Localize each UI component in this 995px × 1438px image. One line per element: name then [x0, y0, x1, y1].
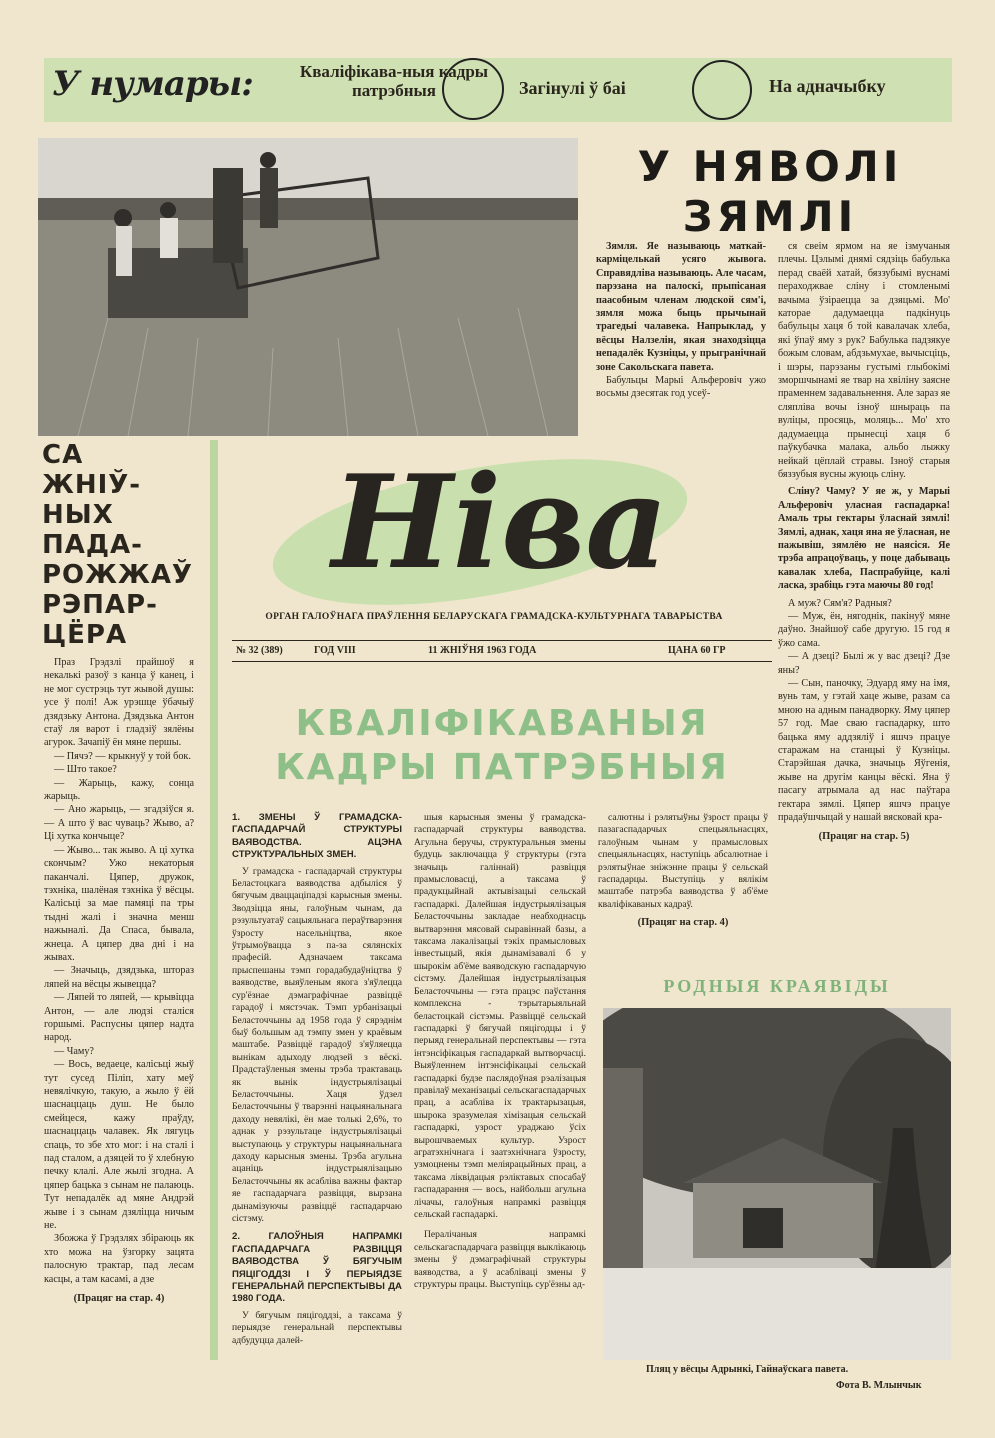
main-paragraph: У бягучым пяцігоддзі, а таксама ў перыядзе генеральнай перспектывы адбудуцца далей- [232, 1309, 402, 1346]
circle-ornament-icon [692, 60, 752, 120]
harvester-paragraph: — Жарыць, кажу, сонца жарыць. [44, 777, 194, 803]
publisher-line: ОРГАН ГАЛОЎНАГА ПРАЎЛЕННЯ БЕЛАРУСКАГА ГРАМАДСКА-КУЛЬТУРНАГА ТАВАРЫСТВА [265, 612, 723, 622]
main-article-col1 [232, 812, 402, 1347]
issue-year: ГОД VIII [314, 645, 356, 656]
photo-credit: Фота В. Млынчык [836, 1380, 922, 1391]
harvester-paragraph: — Ляпей то ляпей, — крывіцца Антон, — але людзі сталіся горшымі. Распусны цяпер надта народ. [44, 992, 194, 1044]
main-section-heading: 2. ГАЛОЎНЫЯ НАПРАМКІ ГАСПАДАРЧАГА РАЗВІЦЦЯ ВАЯВОДСТВА Ў БЯГУЧЫМ ПЯЦІГОДДЗІ І Ў ПЕРЫЯДЗЕ ГЕНЕРАЛЬНАЙ ПЕРСПЕКТЫВЫ ДА 1980 ГОДА. [232, 1231, 402, 1305]
banner-item-qualified-staff[interactable]: Кваліфікава-ныя кадры патрэбныя [299, 62, 489, 100]
land-paragraph: — Сын, паночку, Эдуард яму на імя, вунь там, у гэтай хаце жыве, разам са мною на адным панадворку. Яму цяпер 57 год. Мае сваю гаспадарку, што бацька яму аддзяліў і яшчэ працуе старажам на станцыі ў Кузніцы. Старэйшая дачка, значыць Яўгенія, жыве на другім канцы вёскі. Яна ў пасагу атрымала ад нас паўтара гектара зямлі. Цяпер яшчэ працуе прадаўшчыцай у нашай вясковай кра- [778, 678, 950, 824]
main-article-col3 [598, 812, 768, 930]
village-photo [603, 1008, 951, 1360]
land-continued-link[interactable]: (Працяг на стар. 5) [818, 831, 910, 843]
harvester-headline: СА ЖНІЎ-НЫХ ПАДА-РОЖЖАЎ РЭПАР-ЦЁРА [42, 440, 193, 650]
issue-price: ЦАНА 60 ГР [668, 645, 726, 656]
main-headline: КВАЛІФІКАВАНЫЯ КАДРЫ ПАТРЭБНЫЯ [275, 703, 729, 788]
harvester-paragraph: Праз Грэдзлі прайшоў я некалькі разоў з канца ў канец, і не мог сустрэць тут жывой душы: усе ў полі! Аж урэшце ўбачыў дзядзьку Антона. Дзядзька Антон стаў ля варот і гладзіў зялёны агурок. Зачапіў ён мяне першы. [44, 657, 194, 749]
main-paragraph: салютны і рэлятыўны ўзрост працы ў пазагаспадарчых спецыяльнасцях, галоўным чынам у прамысловых спецыяльнасцях, наступіць абсалютнае і рэлятыўнае зніжэнне працы ў сельскай гаспадарцы. Выступіць у вялікім маштабе патрэба ваяводства ў аб'ёме кваліфікаваных кадраў. [598, 812, 768, 910]
land-paragraph: — Муж, ён, нягоднік, пакінуў мяне даўно. Знайшоў сабе другую. 15 год я ўжо сама. [778, 610, 950, 649]
land-paragraph: Сліну? Чаму? У яе ж, у Марыі Альферовіч уласная гаспадарка! Амаль тры гектары ўласнай зямлі! Зямлі, аднак, хаця яна яе ўласная, не пажывіш, зямлёю не наясіся. Яе трэба апрацоўваць, у поце дабываць кавалак хлеба, Паспрабуйце, калі ласка, зрабіць гэта маючы 80 год! [778, 486, 950, 592]
masthead-green-rule [210, 440, 218, 1360]
main-paragraph: шыя карысныя змены ў грамадска-гаспадарчай структуры ваяводства. Агульна беручы, структуральныя змены будуць заключацца ў структуры (гэта значыць галіннай) развіцця прамысловасці, а таксама ў прадукцыйнай актывізацыі сельскай гаспадаркі. Далейшая індустрыялізацыя Беласточчыны закладае неабходнасць вытварэння мясовай сыравіннай базы, а таксама лакалізацыі тэкіх прамысловых інвестыцый, якія дынамізавалі б у шырокім аб'ёме ваяводскую гаспадарчую сістэму. Далейшая індустрыялізацыя Беласточчыны — гэта працэс паўстання комплексна - тэрытарыяльнай беластоцкай сістэмы. Развіццё сельскай гаспадаркі ў бягучай пяцігодцы і ў перыяд генеральнай перспектывы — гэта інтэнсіфікацыя гаспадаркай вытворчасці. Выяўленнем інтэнсіфікацыі сельскай гаспадаркі будзе паслядоўная рэалізацыя правілаў механізацыі сельскагаспадарчых прац, а асабліва іх трактарызацыя, шырока зразумелая хімізацыя сельскай гаспадаркі, узрост ураджаю ўсіх вырошчваемых культур. Узрост агратэхнічнага і заатэхнічнага ўзросту, узмоцнены тэмп меліярацыйных прац, а таксама ліквідацыя рэліктавых спосабаў гаспадарання — вось, найбольш агульна лічачы, галоўныя напрамкі развіцця сельскай гаспадаркі. [414, 812, 586, 1220]
harvester-paragraph: — Жыво... так жыво. А ці хутка скончым? Ужо некаторыя паканчалі. Цяпер, дружок, тэхніка, шалёная тэхніка ў вёсцы. Калісьці за мае памяці па тры тыдні жалі і значна менш нажыналі. Да Спаса, бывала, жнеца. А цяпер два дні і на жывах. [44, 844, 194, 963]
circle-ornament-icon [442, 58, 504, 120]
issue-info-bar [232, 640, 772, 662]
main-article-col2 [414, 812, 586, 1291]
land-article-col1 [596, 240, 766, 401]
harvester-paragraph: — Пячэ? — крыкнуў у той бок. [54, 750, 191, 762]
harvester-paragraph: — Ано жарыць, — згадзіўся я. — А што ў вас чуваць? Жыво, а? Ці хутка кончыце? [44, 804, 194, 843]
newspaper-title: Ніва [331, 448, 669, 598]
photo-caption: Пляц у вёсцы Адрынкі, Гайнаўскага павета. [646, 1364, 849, 1375]
harvester-paragraph: — Значыць, дзядзька, штораз ляпей на вёсцы жывецца? [44, 965, 194, 990]
banner-item-at-first-glance[interactable]: На адначыбку [769, 76, 886, 96]
issue-date: 11 ЖНІЎНЯ 1963 ГОДА [428, 645, 537, 656]
harvester-paragraph: Збожжа ў Грэдзлях збіраюць як хто можа на ўзгорку зацята палосную трактар, пад лесам касцы, а там касамі, а дзе [44, 1233, 194, 1285]
land-paragraph: Зямля. Яе называюць маткай-карміцелькай усяго жывога. Справядліва называюць. Але часам, парэзана на палоскі, прыпісаная паасобным членам людской сям'і, зямля можа быць прычынай трагедыі чалавека. Напрыклад, у вёсцы Налзелін, якая знаходзіцца непадалёк Кузніцы, у прыгранічнай зоне Сакольскага павета. [596, 241, 766, 373]
land-paragraph: ся свеім ярмом на яе ізмучаныя плечы. Цэлымі днямі сядзіць бабулька перад сваёй хатай, бяззубымі вуснамі пераходжвае сліну і стомленымі вачыма ўзіраецца за дзяцьмі. Мо' каторае дадумаецца падкінуць бабульцы хаця б той кавалачак хлеба, які ўпаў яму з рук? Бабулька падзякуе божым словам, абдзьмухае, вычысціць, і шэры, парэзаны густымі глыбокімі зморшчынамі яе твар на хвіліну заясне праменнем задавальнення. Але зараз яе сляпліва вочы ізноў шныраць па вуліцы, просяць, моляць... Мо' хто дадумаецца прынесці хаця б паўкубачка малака, альбо лыжку нейкай цёплай стравы. Ізноў старыя бяззубыя вусны жуюць сліну. [778, 241, 950, 480]
harvester-paragraph: — Вось, ведаеце, калісьці жыў тут сусед Піліп, хату меў невялічкую, такую, а жыло ў ёй шаснаццаць душ. Не было смейцеся, кажу праўду, шаснаццаць чалавек. Як лягуць спаць, то збе хто мог: і на сталі і пад сталом, а дзяцей то ў хлебную печку клалі. Але жылі згодна. А цяпер бацька з сынам не палаюць. Тут непадалёк ад мяне Андрэй жыве і з сынам дзяліцца ничым не. [44, 1059, 194, 1232]
native-views-headline: РОДНЫЯ КРАЯВІДЫ [663, 976, 891, 996]
main-paragraph: Пералічаныя напрамкі сельскагаспадарчага развіцця выклікаюць змены ў дэмаграфічнай структуры ваяводства, а ў асабліваці змены ў структуры працы. Выступіць сур'ёзны ад- [414, 1229, 586, 1291]
main-continued-link[interactable]: (Працяг на стар. 4) [637, 917, 729, 929]
land-article-col2 [778, 240, 950, 844]
harvester-article [44, 656, 194, 1306]
land-headline: У НЯВОЛІ ЗЯМЛІ [637, 142, 903, 241]
banner-item-killed-in-battle[interactable]: Загінулі ў баі [519, 78, 626, 98]
land-paragraph: — А дзеці? Былі ж у вас дзеці? Дзе яны? [778, 651, 950, 676]
masthead [210, 440, 775, 688]
harvester-paragraph: — Што такое? [54, 764, 117, 776]
land-paragraph: Бабульцы Марыі Альферовіч ужо восьмы дзесятак год усеў- [596, 375, 766, 400]
land-paragraph: А муж? Сям'я? Радныя? [788, 597, 892, 609]
harvester-continued-link[interactable]: (Працяг на стар. 4) [73, 1293, 165, 1305]
harvester-paragraph: — Чаму? [54, 1045, 94, 1057]
main-section-heading: 1. ЗМЕНЫ Ў ГРАМАДСКА-ГАСПАДАРЧАЙ СТРУКТУРЫ ВАЯВОДСТВА. АЦЭНА СТРУКТУРАЛЬНЫХ ЗМЕН. [232, 812, 402, 861]
main-paragraph: У грамадска - гаспадарчай структуры Беластоцкага ваяводства адбыліся ў бягучым дваццаціпадзі карысныя змены. Зводзіцца яны, галоўным чынам, да рэзультуатаў сацыяльнага пераўтварэння ўзросту насельніцтва, якое ўтрымоўвацца з па-за сялянскіх прафесій. Адзначаем таксама прыспешаны тэмп горадабудаўніцтва ў ваяводстве, выяўленым якога з'яўлецца сур'ёзнае дэмаграфічнае развіццё гарадоў і мястэчак. Тэмп урбанізацыі Беласточчыны ад 1958 года ў сярэднім быў большым ад тэмпу змен у краёвым маштабе. Развіццё гарадоў з'яўляецца вынікам адыходу людзей з вёскі. Прадстаўленыя змены трэба трактаваць як вынік індустрыялізацыі Беласточчыны. Хаця ўдзел Беласточчыны ў тварэнні нацыянальнага даходу невялікі, ён мае толькі 2,6%, то аднак у рэзультаце індустрыялізацыі выступаюць у структуры нацыянальнага даходу карысныя змены. Трэба агульна ацаніць індустрыялізацыю Беласточчыны як асабліва важны фактар яе гаспадарчага развіцця, вырзана дынамізуючы развіццё гаспадарчаю сістэму. [232, 865, 402, 1224]
harvest-photo [38, 138, 578, 436]
issue-number: № 32 (389) [236, 645, 283, 656]
contents-banner [44, 58, 952, 122]
banner-logo: У нумары: [52, 64, 253, 104]
